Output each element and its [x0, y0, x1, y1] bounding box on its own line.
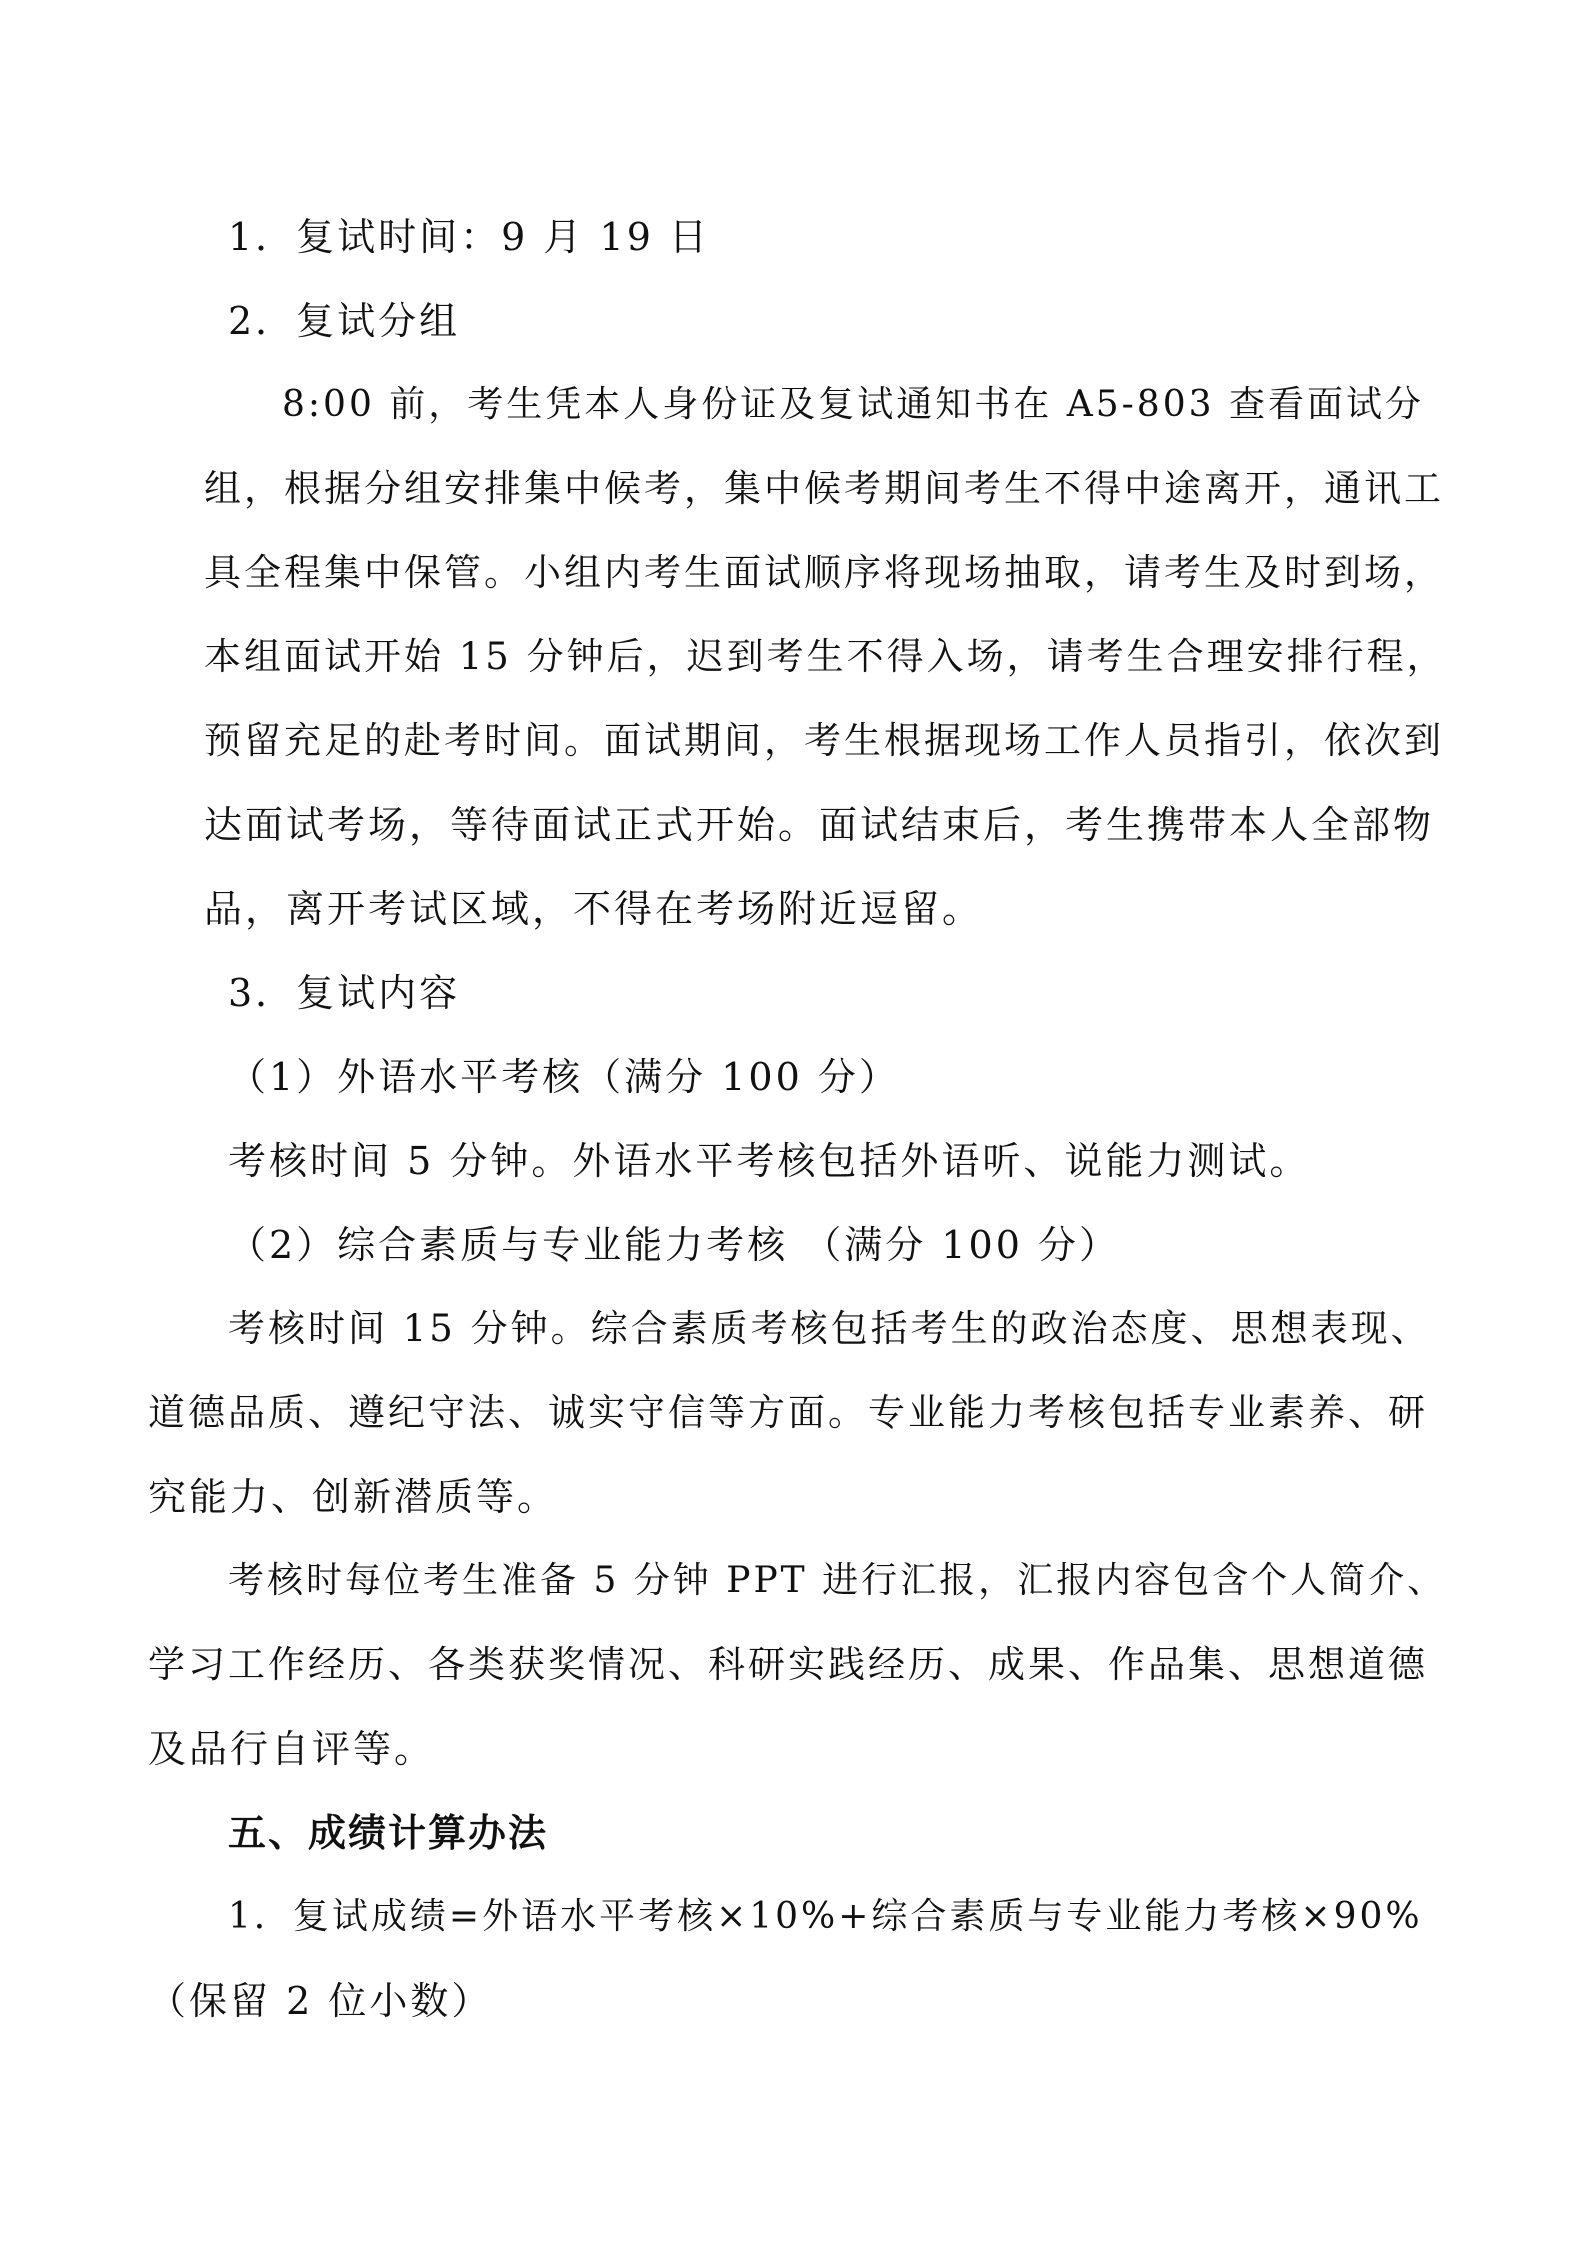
paragraph-foreign-language: 考核时间 5 分钟。外语水平考核包括外语听、说能力测试。 — [228, 1139, 1311, 1183]
paragraph-grouping-line-1: 8:00 前，考生凭本人身份证及复试通知书在 A5-803 查看面试分 — [282, 384, 1424, 425]
paragraph-grouping-line-5: 预留充足的赴考时间。面试期间，考生根据现场工作人员指引，依次到 — [204, 719, 1444, 762]
item-retest-content: 3．复试内容 — [228, 971, 461, 1015]
paragraph-grouping-line-3: 具全程集中保管。小组内考生面试顺序将现场抽取，请考生及时到场， — [204, 551, 1444, 594]
paragraph-grouping-line-6: 达面试考场，等待面试正式开始。面试结束后，考生携带本人全部物 — [204, 803, 1435, 847]
item-retest-time: 1．复试时间：9 月 19 日 — [228, 215, 710, 259]
paragraph-grouping-line-2: 组，根据分组安排集中候考，集中候考期间考生不得中途离开，通讯工 — [204, 467, 1444, 510]
section-heading-score-calculation: 五、成绩计算办法 — [228, 1810, 549, 1855]
subitem-foreign-language: （1）外语水平考核（满分 100 分） — [228, 1055, 900, 1099]
paragraph-comprehensive-line-2: 道德品质、遵纪守法、诚实守信等方面。专业能力考核包括专业素养、研 — [148, 1391, 1428, 1434]
paragraph-ppt-line-2: 学习工作经历、各类获奖情况、科研实践经历、成果、作品集、思想道德 — [148, 1643, 1428, 1686]
paragraph-comprehensive-line-3: 究能力、创新潜质等。 — [148, 1475, 559, 1519]
item-retest-grouping: 2．复试分组 — [228, 299, 461, 343]
subitem-comprehensive-quality: （2）综合素质与专业能力考核 （满分 100 分） — [228, 1223, 1120, 1267]
paragraph-ppt-line-1: 考核时每位考生准备 5 分钟 PPT 进行汇报，汇报内容包含个人简介、 — [228, 1560, 1447, 1601]
paragraph-grouping-line-7: 品，离开考试区域，不得在考场附近逗留。 — [204, 887, 984, 931]
paragraph-grouping-line-4: 本组面试开始 15 分钟后，迟到考生不得入场，请考生合理安排行程， — [204, 635, 1447, 678]
paragraph-comprehensive-line-1: 考核时间 15 分钟。综合素质考核包括考生的政治态度、思想表现、 — [228, 1307, 1431, 1350]
formula-note-decimals: （保留 2 位小数） — [148, 1979, 493, 2023]
paragraph-ppt-line-3: 及品行自评等。 — [148, 1727, 436, 1771]
formula-retest-score: 1．复试成绩=外语水平考核×10%+综合素质与专业能力考核×90% — [228, 1896, 1423, 1937]
